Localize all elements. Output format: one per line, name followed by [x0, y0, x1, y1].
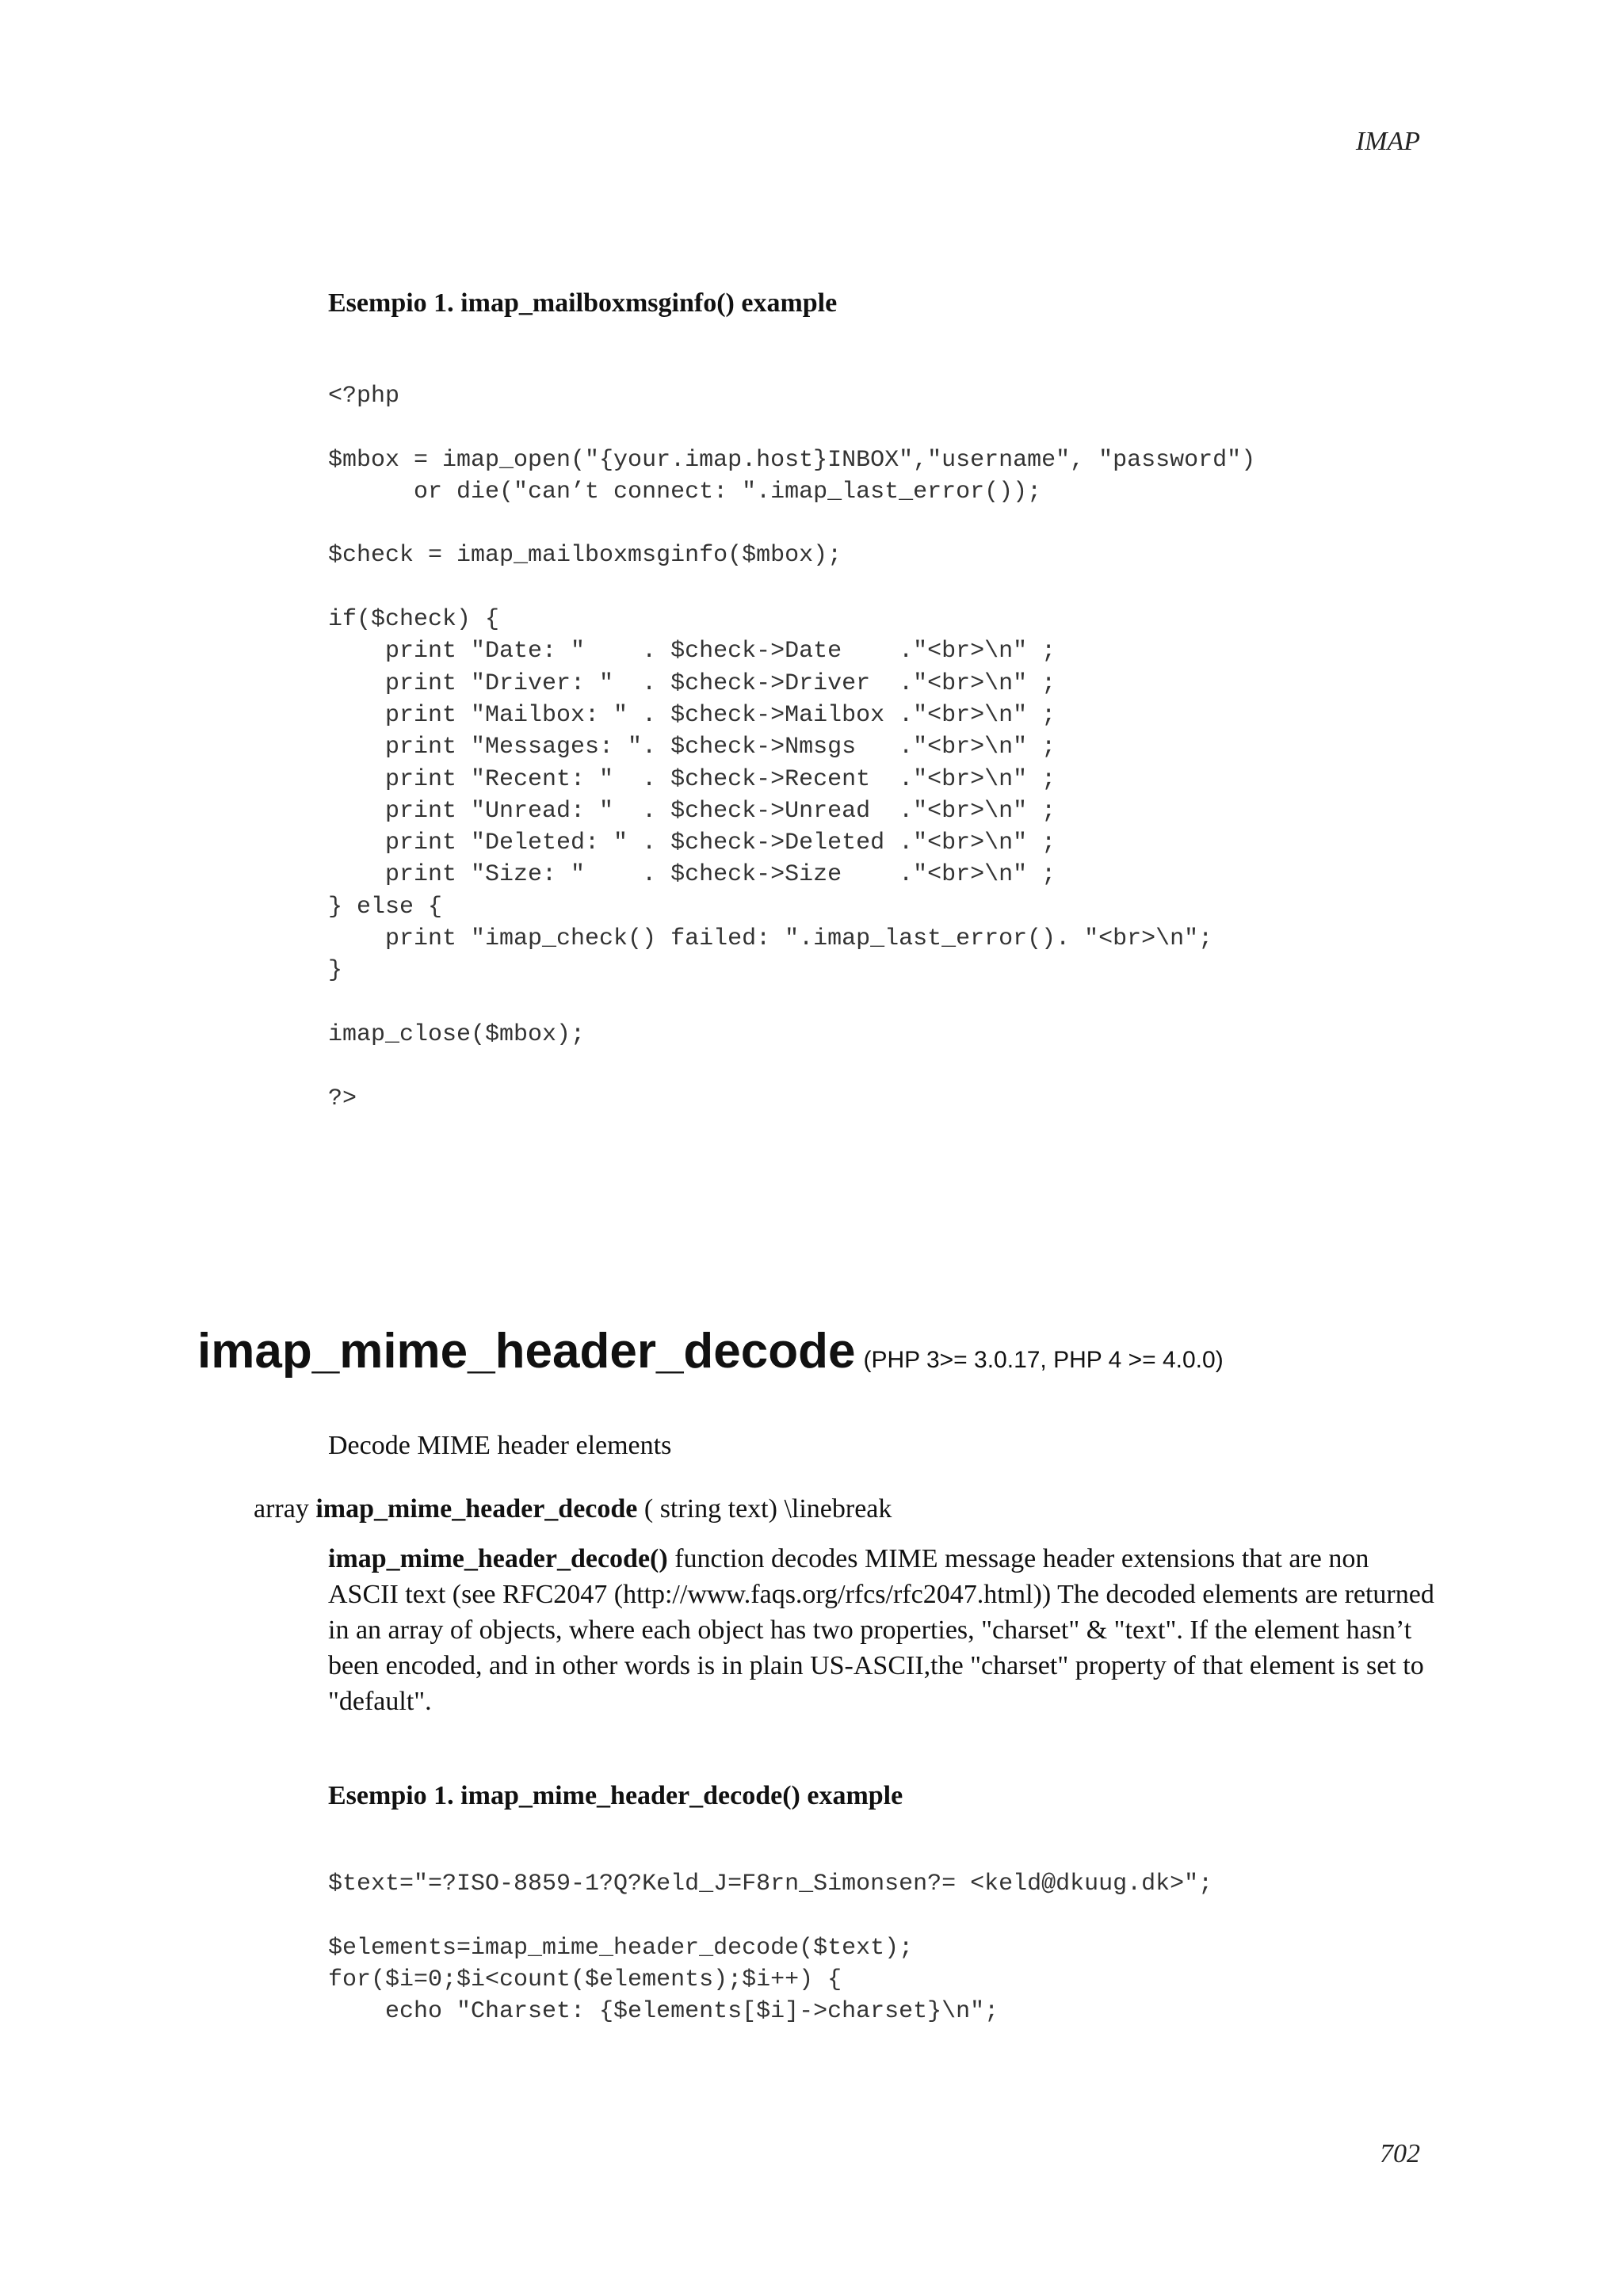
running-header: IMAP — [1355, 127, 1420, 156]
code-block: <?php $mbox = imap_open("{your.imap.host}INBOX","username", "password") or die("can’t connect: ".imap_last_error()); $check = imap_mailboxmsginfo($mbox); if($check) { print "Date: " . $check->Date ."<br>\n" ; print "Driver: " . $check->Driver ."<br>\n" ; print "Mailbox: " . $check->Mailbox ."<br>\n" ; print "Messages: ". $check->Nmsgs ."<br>\n" ; print "Recent: " . $check->Recent ."<br>\n" ; print "Unread: " . $check->Unread ."<br>\n" ; print "Deleted: " . $check->Deleted ."<br>\n" ; print "Size: " . $check->Size ."<br>\n" ; } else { print "imap_check() failed: ".imap_last_error(). "<br>\n"; } imap_close($mbox); ?> — [328, 383, 1256, 1112]
function-name: imap_mime_header_decode — [197, 1324, 856, 1379]
description-function-ref: imap_mime_header_decode() — [328, 1544, 668, 1573]
code-block: $text="=?ISO-8859-1?Q?Keld_J=F8rn_Simonsen?= <keld@dkuug.dk>"; $elements=imap_mime_header_decode($text); for($i=0;$i<count($elements);$i++) { echo "Charset: {$elements[$i]->charset}\n"; — [328, 1871, 1213, 2026]
page-number: 702 — [1380, 2139, 1420, 2168]
function-synopsis — [254, 1494, 892, 1524]
description-text: function decodes MIME message header extensions that are non ASCII text (see RFC2047 (http://www.faqs.org/rfcs/rfc2047.html)) The decoded elements are returned in an array of objects, where each object has two properties, "charset" & "text". If the element hasn’t been encoded, and in other words is in plain US-ASCII,the "charset" property of that element is set to "default". — [328, 1544, 1434, 1716]
function-description — [328, 1541, 1438, 1719]
example-title: Esempio 1. imap_mailboxmsginfo() example — [328, 288, 838, 318]
function-version: (PHP 3>= 3.0.17, PHP 4 >= 4.0.0) — [863, 1347, 1224, 1373]
example-title: Esempio 1. imap_mime_header_decode() example — [328, 1781, 903, 1810]
synopsis-function-name: imap_mime_header_decode — [315, 1494, 638, 1524]
synopsis-params: ( string text) \linebreak — [643, 1494, 892, 1524]
function-heading — [197, 1323, 1224, 1379]
short-description: Decode MIME header elements — [328, 1431, 672, 1460]
return-type: array — [254, 1494, 309, 1524]
